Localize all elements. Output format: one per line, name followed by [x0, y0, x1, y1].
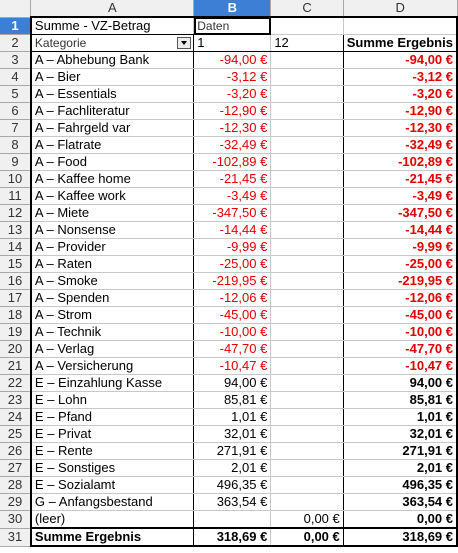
value-cell-col-1[interactable]: -14,44 € [194, 222, 271, 239]
category-cell[interactable]: A – Essentials [31, 86, 194, 103]
sheet-row-2 [0, 35, 457, 52]
sheet-row-21 [0, 358, 457, 375]
row-total-cell[interactable]: -12,06 € [343, 290, 457, 307]
row-header-12[interactable]: 12 [0, 205, 31, 222]
value-cell-col-12[interactable] [271, 341, 343, 358]
row-total-cell[interactable]: 363,54 € [343, 494, 457, 511]
value-cell-col-1[interactable] [194, 511, 271, 529]
row-header-2[interactable]: 2 [0, 35, 31, 52]
sheet-row-17 [0, 290, 457, 307]
value-cell-col-1[interactable]: 85,81 € [194, 392, 271, 409]
row-total-cell[interactable]: -14,44 € [343, 222, 457, 239]
row-header-21[interactable]: 21 [0, 358, 31, 375]
row-header-18[interactable]: 18 [0, 307, 31, 324]
row-header-4[interactable]: 4 [0, 69, 31, 86]
category-cell[interactable]: A – Verlag [31, 341, 194, 358]
category-cell[interactable]: A – Strom [31, 307, 194, 324]
pivot-col-header-12[interactable]: 12 [271, 35, 343, 52]
row-header-11[interactable]: 11 [0, 188, 31, 205]
select-all-corner[interactable] [0, 0, 31, 17]
row-header-24[interactable]: 24 [0, 409, 31, 426]
row-header-14[interactable]: 14 [0, 239, 31, 256]
category-cell[interactable]: A – Kaffee work [31, 188, 194, 205]
value-cell-col-12[interactable] [271, 375, 343, 392]
row-total-cell[interactable]: -12,30 € [343, 120, 457, 137]
row-total-cell[interactable]: 1,01 € [343, 409, 457, 426]
sheet-row-16 [0, 273, 457, 290]
row-total-cell[interactable]: 2,01 € [343, 460, 457, 477]
row-header-29[interactable]: 29 [0, 494, 31, 511]
sheet-row-26 [0, 443, 457, 460]
row-header-16[interactable]: 16 [0, 273, 31, 290]
row-total-cell[interactable]: 496,35 € [343, 477, 457, 494]
value-cell-col-12[interactable] [271, 120, 343, 137]
sheet-row-6 [0, 103, 457, 120]
sheet-row-9 [0, 154, 457, 171]
sheet-row-24 [0, 409, 457, 426]
row-total-cell[interactable]: -3,20 € [343, 86, 457, 103]
row-total-cell[interactable]: -9,99 € [343, 239, 457, 256]
value-cell-col-12[interactable] [271, 86, 343, 103]
category-cell[interactable]: A – Technik [31, 324, 194, 341]
value-cell-col-12[interactable] [271, 426, 343, 443]
value-cell-col-1[interactable]: 1,01 € [194, 409, 271, 426]
value-cell-col-1[interactable]: -219,95 € [194, 273, 271, 290]
row-header-27[interactable]: 27 [0, 460, 31, 477]
row-header-30[interactable]: 30 [0, 511, 31, 529]
category-cell[interactable]: A – Fachliteratur [31, 103, 194, 120]
sheet-row-12 [0, 205, 457, 222]
value-cell-col-1[interactable]: -347,50 € [194, 205, 271, 222]
value-cell-col-12[interactable] [271, 460, 343, 477]
row-header-23[interactable]: 23 [0, 392, 31, 409]
cell-d1[interactable] [343, 17, 457, 35]
sheet-row-8 [0, 137, 457, 154]
row-header-26[interactable]: 26 [0, 443, 31, 460]
category-cell[interactable]: A – Food [31, 154, 194, 171]
category-cell[interactable]: A – Versicherung [31, 358, 194, 375]
cell-c1[interactable] [271, 17, 343, 35]
row-header-6[interactable]: 6 [0, 103, 31, 120]
value-cell-col-12[interactable]: 0,00 € [271, 511, 343, 529]
value-cell-col-1[interactable]: -10,00 € [194, 324, 271, 341]
value-cell-col-1[interactable]: 2,01 € [194, 460, 271, 477]
value-cell-col-12[interactable] [271, 392, 343, 409]
row-header-25[interactable]: 25 [0, 426, 31, 443]
pivot-col-header-1[interactable]: 1 [194, 35, 271, 52]
category-cell[interactable]: A – Nonsense [31, 222, 194, 239]
sheet-row-14 [0, 239, 457, 256]
row-header-8[interactable]: 8 [0, 137, 31, 154]
column-header-row [0, 0, 457, 17]
row-field-label: Kategorie [34, 36, 87, 50]
row-total-cell[interactable]: -25,00 € [343, 256, 457, 273]
value-cell-col-12[interactable] [271, 52, 343, 69]
row-header-3[interactable]: 3 [0, 52, 31, 69]
value-cell-col-12[interactable] [271, 290, 343, 307]
category-cell[interactable]: A – Flatrate [31, 137, 194, 154]
value-cell-col-12[interactable] [271, 137, 343, 154]
sheet-row-3 [0, 52, 457, 69]
value-cell-col-1[interactable]: -102,89 € [194, 154, 271, 171]
value-cell-col-12[interactable] [271, 494, 343, 511]
value-cell-col-1[interactable]: -21,45 € [194, 171, 271, 188]
row-total-cell[interactable]: -32,49 € [343, 137, 457, 154]
value-cell-col-1[interactable]: -94,00 € [194, 52, 271, 69]
row-header-20[interactable]: 20 [0, 341, 31, 358]
row-header-28[interactable]: 28 [0, 477, 31, 494]
value-cell-col-12[interactable] [271, 171, 343, 188]
sheet-row-5 [0, 86, 457, 103]
category-cell[interactable]: E – Pfand [31, 409, 194, 426]
row-total-cell[interactable]: -102,89 € [343, 154, 457, 171]
value-cell-col-12[interactable] [271, 358, 343, 375]
sheet-row-20 [0, 341, 457, 358]
category-cell[interactable]: A – Fahrgeld var [31, 120, 194, 137]
sheet-row-31 [0, 528, 457, 546]
pivot-title-cell[interactable]: Summe - VZ-Betrag [31, 17, 194, 35]
value-cell-col-12[interactable] [271, 103, 343, 120]
column-header-a[interactable]: A [31, 0, 194, 17]
sheet-row-23 [0, 392, 457, 409]
grand-total-col-12[interactable]: 0,00 € [271, 528, 343, 546]
row-header-17[interactable]: 17 [0, 290, 31, 307]
category-cell[interactable]: (leer) [31, 511, 194, 529]
row-header-19[interactable]: 19 [0, 324, 31, 341]
row-header-1[interactable]: 1 [0, 17, 31, 35]
value-cell-col-1[interactable]: -9,99 € [194, 239, 271, 256]
value-cell-col-1[interactable]: -3,49 € [194, 188, 271, 205]
sheet-row-13 [0, 222, 457, 239]
sheet-row-27 [0, 460, 457, 477]
row-total-cell[interactable]: -219,95 € [343, 273, 457, 290]
value-cell-col-12[interactable] [271, 443, 343, 460]
column-header-d[interactable]: D [343, 0, 457, 17]
row-header-22[interactable]: 22 [0, 375, 31, 392]
column-header-b[interactable]: B [194, 0, 271, 17]
sheet-row-18 [0, 307, 457, 324]
row-total-cell[interactable]: -94,00 € [343, 52, 457, 69]
value-cell-col-1[interactable]: -3,20 € [194, 86, 271, 103]
row-total-cell[interactable]: 85,81 € [343, 392, 457, 409]
value-cell-col-1[interactable]: -47,70 € [194, 341, 271, 358]
pivot-data-label-cell[interactable]: Daten [194, 17, 271, 35]
category-cell[interactable]: A – Miete [31, 205, 194, 222]
value-cell-col-12[interactable] [271, 69, 343, 86]
category-cell[interactable]: E – Einzahlung Kasse [31, 375, 194, 392]
value-cell-col-1[interactable]: 271,91 € [194, 443, 271, 460]
row-header-13[interactable]: 13 [0, 222, 31, 239]
grand-total-sum[interactable]: 318,69 € [343, 528, 457, 546]
value-cell-col-1[interactable]: 94,00 € [194, 375, 271, 392]
value-cell-col-1[interactable]: -45,00 € [194, 307, 271, 324]
row-total-cell[interactable]: -10,00 € [343, 324, 457, 341]
category-cell[interactable]: E – Sozialamt [31, 477, 194, 494]
sheet-row-19 [0, 324, 457, 341]
value-cell-col-1[interactable]: -12,90 € [194, 103, 271, 120]
row-total-cell[interactable]: 0,00 € [343, 511, 457, 529]
sheet-row-11 [0, 188, 457, 205]
row-total-cell[interactable]: 94,00 € [343, 375, 457, 392]
value-cell-col-12[interactable] [271, 477, 343, 494]
category-cell[interactable]: A – Bier [31, 69, 194, 86]
row-header-7[interactable]: 7 [0, 120, 31, 137]
value-cell-col-12[interactable] [271, 273, 343, 290]
category-cell[interactable]: A – Provider [31, 239, 194, 256]
row-header-9[interactable]: 9 [0, 154, 31, 171]
row-total-cell[interactable]: -21,45 € [343, 171, 457, 188]
value-cell-col-1[interactable]: -32,49 € [194, 137, 271, 154]
value-cell-col-12[interactable] [271, 409, 343, 426]
value-cell-col-1[interactable]: -25,00 € [194, 256, 271, 273]
value-cell-col-1[interactable]: 496,35 € [194, 477, 271, 494]
pivot-total-header[interactable]: Summe Ergebnis [343, 35, 457, 52]
sheet-row-7 [0, 120, 457, 137]
row-total-cell[interactable]: -12,90 € [343, 103, 457, 120]
category-cell[interactable]: A – Abhebung Bank [31, 52, 194, 69]
value-cell-col-12[interactable] [271, 205, 343, 222]
category-cell[interactable]: A – Smoke [31, 273, 194, 290]
sheet-row-10 [0, 171, 457, 188]
value-cell-col-1[interactable]: 32,01 € [194, 426, 271, 443]
grand-total-col-1[interactable]: 318,69 € [194, 528, 271, 546]
sheet-row-22 [0, 375, 457, 392]
category-cell[interactable]: G – Anfangsbestand [31, 494, 194, 511]
category-cell[interactable]: E – Lohn [31, 392, 194, 409]
grand-total-label[interactable]: Summe Ergebnis [31, 528, 194, 546]
column-header-c[interactable]: C [271, 0, 343, 17]
sheet-row-25 [0, 426, 457, 443]
value-cell-col-1[interactable]: 363,54 € [194, 494, 271, 511]
row-total-cell[interactable]: -3,12 € [343, 69, 457, 86]
row-total-cell[interactable]: -347,50 € [343, 205, 457, 222]
row-total-cell[interactable]: -3,49 € [343, 188, 457, 205]
value-cell-col-1[interactable]: -12,06 € [194, 290, 271, 307]
filter-dropdown-button[interactable] [177, 37, 191, 49]
value-cell-col-1[interactable]: -3,12 € [194, 69, 271, 86]
pivot-row-field-cell[interactable] [31, 35, 194, 52]
category-cell[interactable]: A – Raten [31, 256, 194, 273]
row-total-cell[interactable]: 271,91 € [343, 443, 457, 460]
value-cell-col-1[interactable]: -12,30 € [194, 120, 271, 137]
value-cell-col-12[interactable] [271, 239, 343, 256]
category-cell[interactable]: E – Rente [31, 443, 194, 460]
row-total-cell[interactable]: -45,00 € [343, 307, 457, 324]
row-header-10[interactable]: 10 [0, 171, 31, 188]
category-cell[interactable]: E – Privat [31, 426, 194, 443]
sheet-row-28 [0, 477, 457, 494]
sheet-row-30 [0, 511, 457, 529]
row-total-cell[interactable]: -47,70 € [343, 341, 457, 358]
row-header-15[interactable]: 15 [0, 256, 31, 273]
row-total-cell[interactable]: -10,47 € [343, 358, 457, 375]
category-cell[interactable]: A – Kaffee home [31, 171, 194, 188]
value-cell-col-12[interactable] [271, 324, 343, 341]
category-cell[interactable]: E – Sonstiges [31, 460, 194, 477]
value-cell-col-12[interactable] [271, 154, 343, 171]
row-header-31[interactable]: 31 [0, 528, 31, 546]
value-cell-col-12[interactable] [271, 188, 343, 205]
value-cell-col-12[interactable] [271, 307, 343, 324]
sheet-row-29 [0, 494, 457, 511]
value-cell-col-12[interactable] [271, 256, 343, 273]
sheet-row-1 [0, 17, 457, 35]
category-cell[interactable]: A – Spenden [31, 290, 194, 307]
row-total-cell[interactable]: 32,01 € [343, 426, 457, 443]
sheet-row-15 [0, 256, 457, 273]
value-cell-col-12[interactable] [271, 222, 343, 239]
row-header-5[interactable]: 5 [0, 86, 31, 103]
sheet-row-4 [0, 69, 457, 86]
value-cell-col-1[interactable]: -10,47 € [194, 358, 271, 375]
